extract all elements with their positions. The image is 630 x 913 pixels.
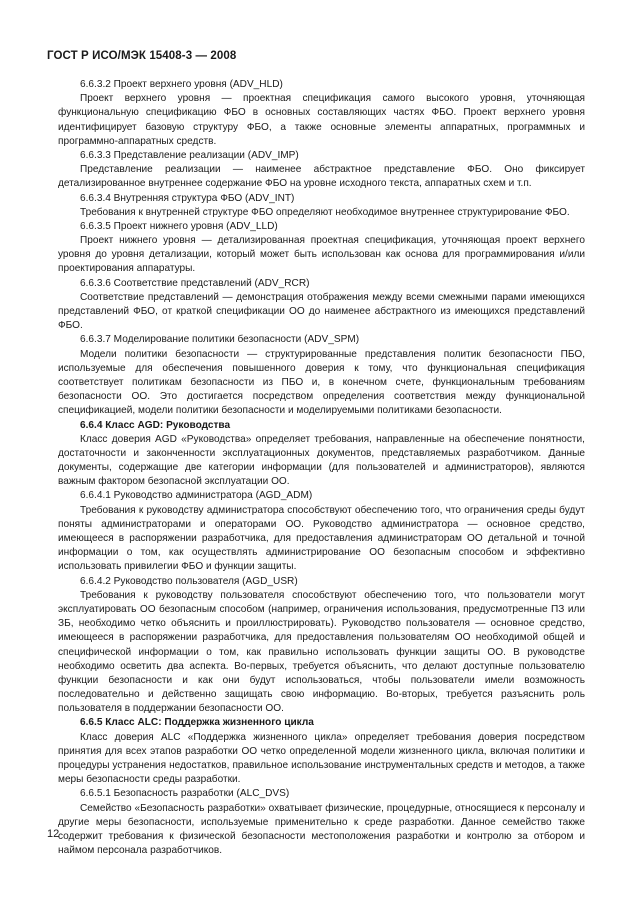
paragraph: Требования к руководству администратора способствуют обеспечению того, что ограничения среды будут поняты администраторами и операторами ОО. Руководство администратора — основное средство, имеющееся в распоряжении разработчика, для предоставления администраторам ОО детальной и точной информации о том, как осуществлять администрирование ОО безопасным способом и эффективно использовать привилегии ФБО и функции защиты. <box>58 504 585 573</box>
page-number: 12 <box>47 828 60 840</box>
paragraph: Класс доверия AGD «Руководства» определяет требования, направленные на обеспечение понятности, достаточности и законченности эксплуатационных документов, представляемых разработчиком. Данные документы, содержащие две категории информации (для пользователей и администраторов), являются важным фактором безопасной эксплуатации ОО. <box>58 433 585 488</box>
paragraph: Представление реализации — наименее абстрактное представление ФБО. Оно фиксирует детализированное внутреннее содержание ФБО на уровне исходного текста, аппаратных схем и т.п. <box>58 164 585 190</box>
subsection-heading: 6.6.3.2 Проект верхнего уровня (ADV_HLD) <box>80 79 283 90</box>
subsection-heading: 6.6.4.1 Руководство администратора (AGD_ADM) <box>80 490 313 502</box>
subsection-heading: 6.6.3.4 Внутренняя структура ФБО (ADV_INT) <box>80 192 295 204</box>
paragraph: Соответствие представлений — демонстрация отображения между всеми смежными парами имеющихся представлений ФБО, от краткой спецификации ОО до наименее абстрактного из имеющихся представлений ФБО. <box>58 291 585 332</box>
section-heading: 6.6.5 Класс ALC: Поддержка жизненного цикла <box>80 717 314 729</box>
paragraph: Проект нижнего уровня — детализированная проектная спецификация, уточняющая проект верхнего уровня до уровня детализации, который может быть использован как основа для программирования и/или проектирования аппаратуры. <box>58 235 585 275</box>
paragraph: Семейство «Безопасность разработки» охватывает физические, процедурные, относящиеся к персоналу и другие меры безопасности, используемые применительно к среде разработки. Данное семейство также содержит требования к физической безопасности местоположения разработки и контролю за отбором и наймом персонала разработчиков. <box>58 802 585 857</box>
paragraph: Модели политики безопасности — структурированные представления политик безопасности ПБО, используемые для обеспечения повышенного доверия к тому, что функциональная спецификация соответствует политикам безопасности из ПБО и, в конечном счете, функциональным требованиям безопасности ОО. Это достигается посредством определения соответствия между функциональной спецификацией, модели политики безопасности и моделируемыми политиками безопасности. <box>58 348 585 417</box>
paragraph: Класс доверия ALC «Поддержка жизненного цикла» определяет требования доверия посредством принятия для всех этапов разработки ОО четко определенной модели жизненного цикла, включая политики и процедуры устранения недостатков, правильное использование инструментальных средств и методов, а также меры безопасности среды разработки. <box>58 731 585 786</box>
paragraph: Проект верхнего уровня — проектная спецификация самого высокого уровня, уточняющая функциональную спецификацию ФБО в основных составляющих частях ФБО. Проект верхнего уровня идентифицирует базовую структуру ФБО, а также основные элементы аппаратных, программных и программно-аппаратных средств. <box>58 93 585 147</box>
subsection-heading: 6.6.3.3 Представление реализации (ADV_IMP) <box>80 149 299 161</box>
paragraph: Требования к внутренней структуре ФБО определяют необходимое внутреннее структурирование ФБО. <box>80 206 570 218</box>
subsection-heading: 6.6.3.7 Моделирование политики безопасности (ADV_SPM) <box>80 334 360 346</box>
subsection-heading: 6.6.4.2 Руководство пользователя (AGD_USR) <box>80 575 298 587</box>
subsection-heading: 6.6.3.6 Соответствие представлений (ADV_RCR) <box>80 277 310 289</box>
document-body <box>58 78 585 858</box>
document-header: ГОСТ Р ИСО/МЭК 15408-3 — 2008 <box>47 50 237 62</box>
paragraph: Требования к руководству пользователя способствуют обеспечению того, что пользователи могут эксплуатировать ОО безопасным способом (например, ограничения использования, предусмотренные ПЗ или ЗБ, необходимо четко объяснить и проиллюстрировать). Руководство пользователя — основное средство, имеющееся в распоряжении разработчика, для предоставления пользователям ОО необходимой общей и специфической информации о том, как правильно использовать функции защиты ОО. В руководстве необходимо осветить два аспекта. Во-первых, требуется объяснить, что делают доступные пользователю функции безопасности и как они будут использоваться, чтобы пользователи имели возможность последовательно и действенно защищать свою информацию. Во-вторых, требуется разъяснить роль пользователя в поддержании безопасности ОО. <box>58 589 585 715</box>
section-heading: 6.6.4 Класс AGD: Руководства <box>80 419 231 431</box>
subsection-heading: 6.6.5.1 Безопасность разработки (ALC_DVS) <box>80 788 290 800</box>
subsection-heading: 6.6.3.5 Проект нижнего уровня (ADV_LLD) <box>80 220 278 232</box>
